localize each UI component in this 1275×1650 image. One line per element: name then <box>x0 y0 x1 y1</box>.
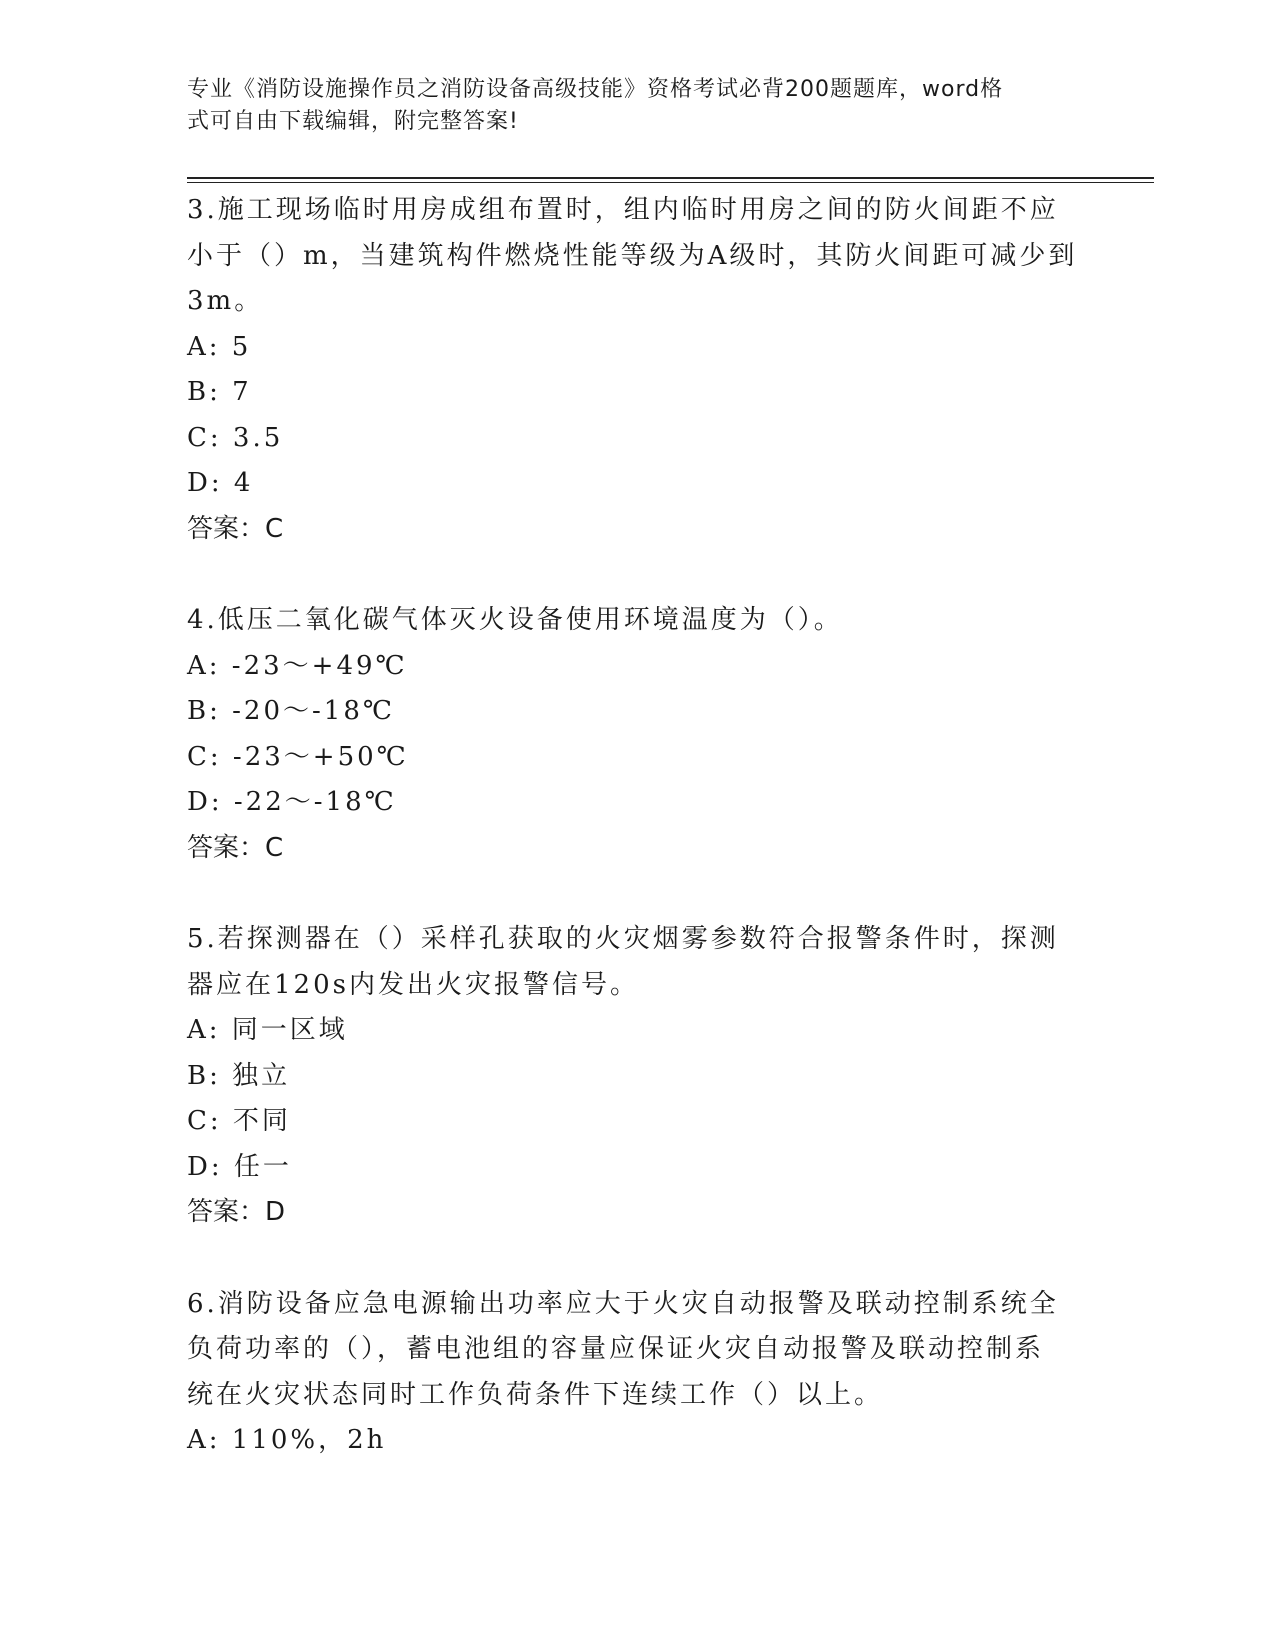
option-c: C: 3.5 <box>187 422 284 453</box>
question-6 <box>187 1282 1087 1464</box>
question-text-line: 统在火灾状态同时工作负荷条件下连续工作（）以上。 <box>187 1379 884 1410</box>
option-a: A: 5 <box>187 331 252 362</box>
question-4 <box>187 598 1087 871</box>
header-line-2: 式可自由下载编辑，附完整答案! <box>187 109 519 134</box>
option-a: A: -23～+49℃ <box>187 650 408 681</box>
question-text-line: 5.若探测器在（）采样孔获取的火灾烟雾参数符合报警条件时，探测 <box>187 924 1059 954</box>
question-text-line: 负荷功率的（），蓄电池组的容量应保证火灾自动报警及联动控制系 <box>187 1334 1045 1364</box>
answer-line: 答案：C <box>187 832 284 863</box>
question-list <box>187 188 1087 1510</box>
option-c: C: -23～+50℃ <box>187 741 409 772</box>
option-d: D: 任一 <box>187 1151 292 1182</box>
option-d: D: -22～-18℃ <box>187 787 397 817</box>
option-b: B: -20～-18℃ <box>187 696 395 726</box>
option-a: A: 同一区域 <box>187 1015 348 1045</box>
question-text-line: 小于（）m，当建筑构件燃烧性能等级为A级时，其防火间距可减少到 <box>187 240 1078 271</box>
header-divider-thick <box>187 177 1154 179</box>
option-b: B: 7 <box>187 377 252 407</box>
document-header <box>187 74 1067 138</box>
question-text-line: 6.消防设备应急电源输出功率应大于火灾自动报警及联动控制系统全 <box>187 1288 1059 1319</box>
answer-line: 答案：C <box>187 513 284 544</box>
answer-line: 答案：D <box>187 1197 286 1227</box>
option-d: D: 4 <box>187 468 254 498</box>
header-line-1: 专业《消防设施操作员之消防设备高级技能》资格考试必背200题题库，word格 <box>187 77 1004 102</box>
option-b: B: 独立 <box>187 1060 291 1091</box>
question-3 <box>187 188 1087 552</box>
question-text-line: 3.施工现场临时用房成组布置时，组内临时用房之间的防火间距不应 <box>187 195 1059 225</box>
question-text-line: 3m。 <box>187 286 264 316</box>
header-divider-thin <box>187 182 1154 183</box>
option-c: C: 不同 <box>187 1106 291 1136</box>
option-a: A: 110%，2h <box>187 1425 387 1455</box>
question-text-line: 器应在120s内发出火灾报警信号。 <box>187 969 639 1000</box>
question-text-line: 4.低压二氧化碳气体灭火设备使用环境温度为（）。 <box>187 605 843 635</box>
question-5 <box>187 917 1087 1236</box>
